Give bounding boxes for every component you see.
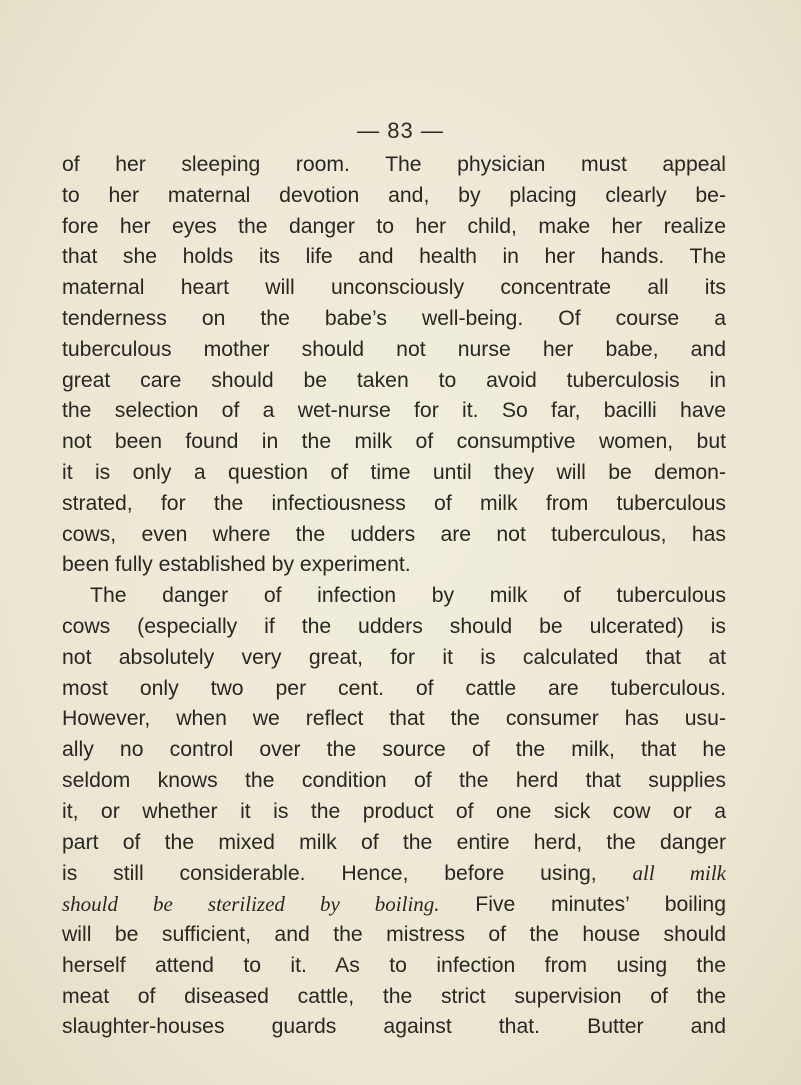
text-line: it, or whether it is the product of one sick cow or a — [62, 799, 726, 823]
text-line: part of the mixed milk of the entire herd, the danger — [62, 830, 726, 854]
text-line-with-italic — [62, 889, 726, 920]
text-line: herself attend to it. As to infection from using the — [62, 953, 726, 977]
text-line: been fully established by experiment. — [62, 553, 411, 577]
text-line: of her sleeping room. The physician must appeal — [62, 153, 726, 176]
text-line: the selection of a wet-nurse for it. So far, bacilli have — [62, 399, 726, 423]
text-line: to her maternal devotion and, by placing clearly be- — [62, 183, 726, 207]
text-line: However, when we reflect that the consumer has usu- — [62, 707, 726, 731]
text-line: most only two per cent. of cattle are tuberculous. — [62, 676, 726, 700]
body-text — [62, 150, 726, 1043]
italic-emphasis: should be sterilized by boiling. — [62, 892, 440, 917]
text-line: slaughter-houses guards against that. Butter and — [62, 1015, 726, 1039]
text-line: maternal heart will unconsciously concentrate all its — [62, 276, 726, 300]
text-line: not absolutely very great, for it is calculated that at — [62, 645, 726, 669]
page-number: — 83 — — [357, 118, 444, 143]
text-line: cows (especially if the udders should be ulcerated) is — [62, 614, 726, 638]
text-line: great care should be taken to avoid tuberculosis in — [62, 368, 726, 392]
italic-emphasis: all milk — [632, 861, 726, 886]
text-line: tenderness on the babe’s well-being. Of course a — [62, 306, 726, 330]
text-line: that she holds its life and health in her hands. The — [62, 245, 726, 269]
text-line: meat of diseased cattle, the strict supervision of the — [62, 984, 726, 1008]
text-line: it is only a question of time until they will be demon- — [62, 460, 726, 484]
text-line: seldom knows the condition of the herd that supplies — [62, 768, 726, 792]
text-line: The danger of infection by milk of tuberculous — [90, 584, 726, 608]
text-line-with-italic — [62, 858, 726, 889]
text-line: will be sufficient, and the mistress of the house should — [62, 922, 726, 946]
text-line: ally no control over the source of the milk, that he — [62, 738, 726, 762]
text-segment: Five minutes’ boiling — [475, 893, 726, 917]
text-segment: is still considerable. Hence, before using, — [62, 862, 597, 886]
text-line: tuberculous mother should not nurse her babe, and — [62, 337, 726, 361]
text-line: fore her eyes the danger to her child, make her realize — [62, 214, 726, 238]
text-line: not been found in the milk of consumptive women, but — [62, 430, 726, 454]
text-line: cows, even where the udders are not tuberculous, has — [62, 522, 726, 546]
text-line: strated, for the infectiousness of milk from tuberculous — [62, 491, 726, 515]
